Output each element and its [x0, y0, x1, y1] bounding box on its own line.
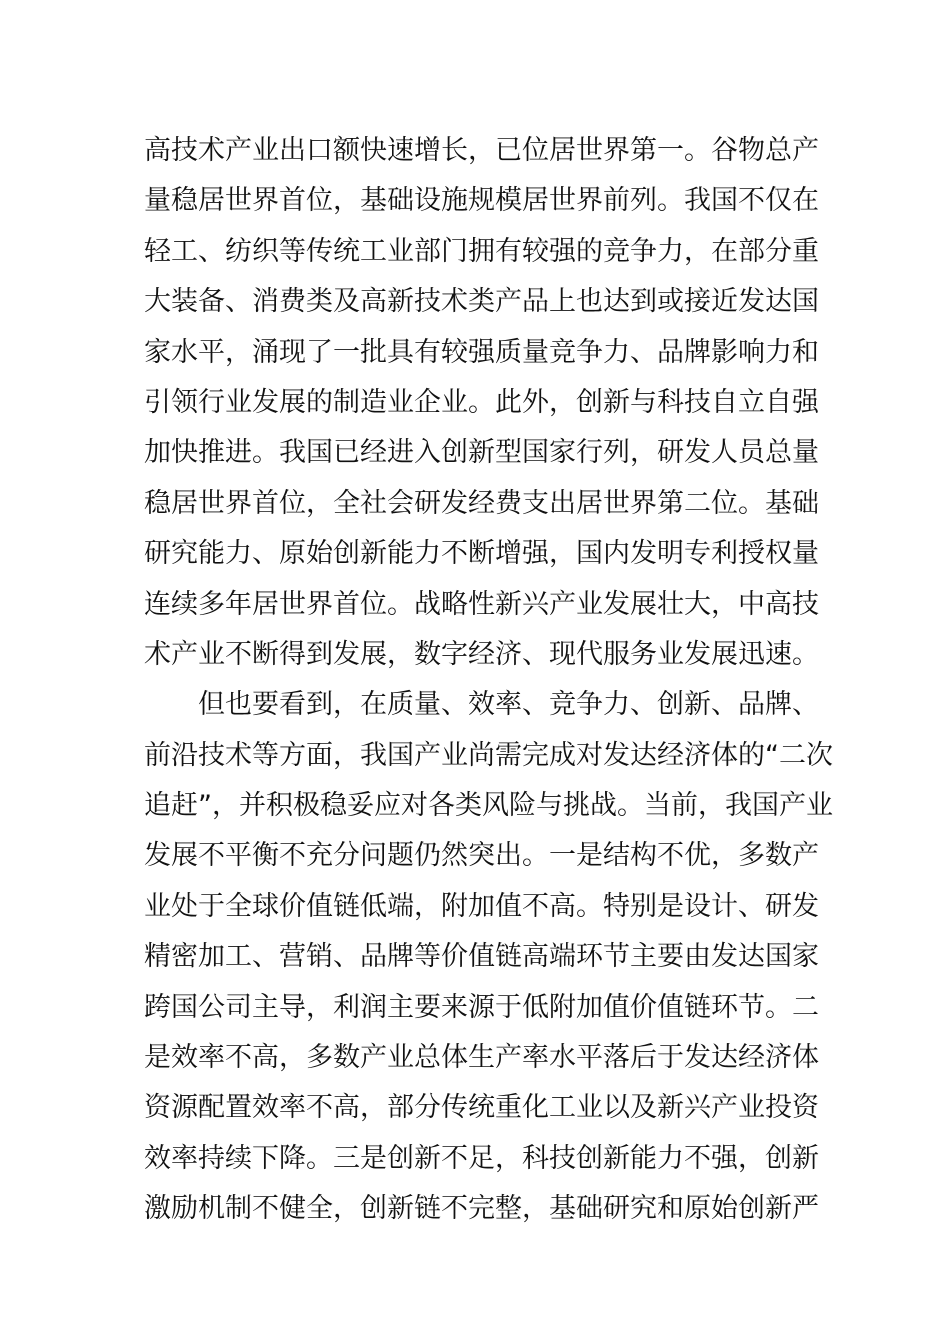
text-line: 追赶”，并积极稳妥应对各类风险与挑战。当前，我国产业 — [144, 790, 833, 822]
text-line: 加快推进。我国已经进入创新型国家行列，研发人员总量 — [144, 437, 819, 469]
text-line: 大装备、消费类及高新技术类产品上也达到或接近发达国 — [144, 286, 819, 318]
body-text — [144, 126, 833, 1235]
text-line: 高技术产业出口额快速增长，已位居世界第一。谷物总产 — [144, 135, 819, 166]
text-line: 术产业不断得到发展，数字经济、现代服务业发展迅速。 — [144, 638, 819, 670]
text-line: 资源配置效率不高，部分传统重化工业以及新兴产业投资 — [144, 1092, 819, 1124]
text-line: 连续多年居世界首位。战略性新兴产业发展壮大，中高技 — [144, 588, 819, 620]
text-line: 引领行业发展的制造业企业。此外，创新与科技自立自强 — [144, 386, 819, 418]
text-line: 业处于全球价值链低端，附加值不高。特别是设计、研发 — [144, 890, 819, 922]
text-line: 效率持续下降。三是创新不足，科技创新能力不强，创新 — [144, 1142, 819, 1174]
text-line: 前沿技术等方面，我国产业尚需完成对发达经济体的“二次 — [144, 739, 833, 771]
text-line: 精密加工、营销、品牌等价值链高端环节主要由发达国家 — [144, 941, 819, 973]
text-line: 发展不平衡不充分问题仍然突出。一是结构不优，多数产 — [144, 840, 819, 872]
text-line: 家水平，涌现了一批具有较强质量竞争力、品牌影响力和 — [144, 336, 819, 368]
text-line: 轻工、纺织等传统工业部门拥有较强的竞争力，在部分重 — [144, 235, 819, 267]
text-line: 稳居世界首位，全社会研发经费支出居世界第二位。基础 — [144, 487, 819, 519]
text-line: 是效率不高，多数产业总体生产率水平落后于发达经济体 — [144, 1042, 819, 1074]
text-line: 量稳居世界首位，基础设施规模居世界前列。我国不仅在 — [144, 185, 819, 217]
paragraph-start-line: 但也要看到，在质量、效率、竞争力、创新、品牌、 — [144, 689, 819, 721]
text-line: 激励机制不健全，创新链不完整，基础研究和原始创新严 — [144, 1193, 819, 1225]
text-line: 研究能力、原始创新能力不断增强，国内发明专利授权量 — [144, 538, 819, 570]
text-line: 跨国公司主导，利润主要来源于低附加值价值链环节。二 — [144, 991, 819, 1023]
